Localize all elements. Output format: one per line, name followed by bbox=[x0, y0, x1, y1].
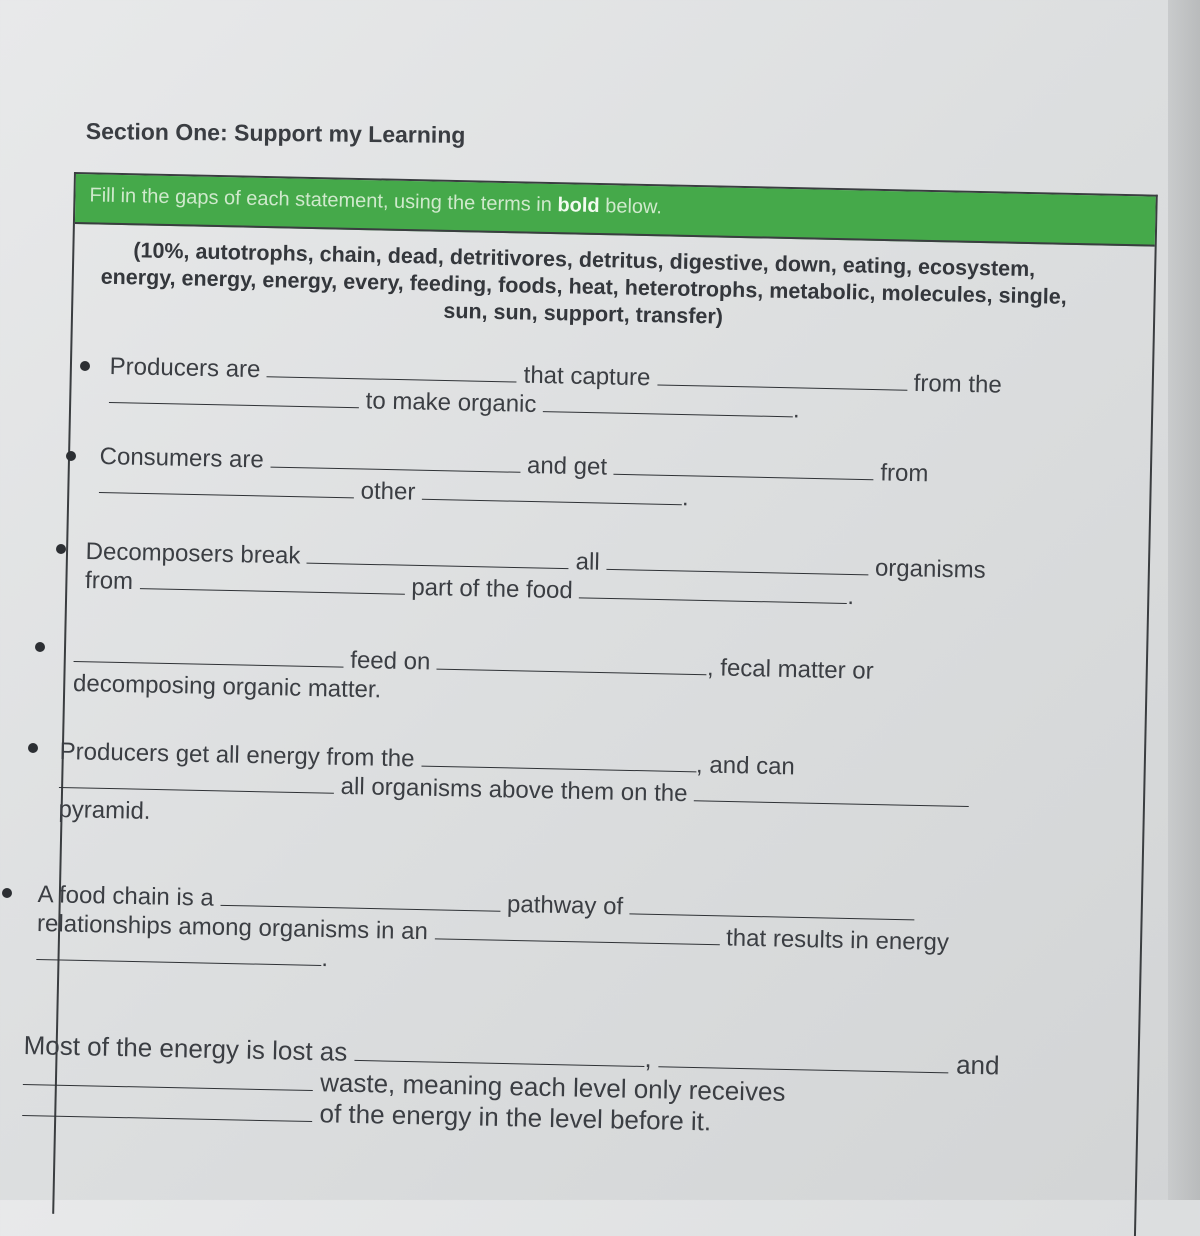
bullet bbox=[28, 743, 38, 753]
statement-text: , bbox=[644, 1043, 653, 1074]
statement-text: of the energy in the level before it. bbox=[319, 1098, 712, 1137]
bullet bbox=[35, 642, 45, 652]
statement-text: from the bbox=[913, 369, 1003, 399]
statement-text: A food chain is a bbox=[37, 880, 215, 912]
statement-text: other bbox=[360, 477, 416, 506]
statement-text: . bbox=[792, 396, 801, 424]
answer-blank[interactable] bbox=[659, 1065, 949, 1073]
statement-text: from bbox=[880, 459, 929, 488]
answer-blank[interactable] bbox=[543, 410, 793, 417]
answer-blank[interactable] bbox=[434, 937, 719, 945]
statement-text: Producers are bbox=[109, 352, 261, 384]
statement-text: Decomposers break bbox=[85, 537, 301, 570]
statement-text: , and can bbox=[695, 751, 796, 781]
bullet bbox=[56, 544, 66, 554]
answer-blank[interactable] bbox=[270, 466, 520, 473]
term-bank: (10%, autotrophs, chain, dead, detritivores, detritus, digestive, down, eating, ecosystem, energy, energy, energy, every, feeding, foods, heat, heterotrophs, metabolic, molecules, single, sun, sun, support, transfer) bbox=[100, 238, 1067, 329]
answer-blank[interactable] bbox=[437, 668, 707, 676]
paper-edge bbox=[1168, 0, 1200, 1200]
answer-blank[interactable] bbox=[579, 596, 847, 604]
statement-text: and get bbox=[526, 451, 608, 481]
statement-text: feed on bbox=[350, 646, 431, 676]
instructions-bold: bold bbox=[557, 194, 600, 218]
answer-blank[interactable] bbox=[140, 587, 405, 595]
answer-blank[interactable] bbox=[22, 1114, 312, 1122]
answer-blank[interactable] bbox=[614, 473, 874, 480]
answer-blank[interactable] bbox=[36, 958, 321, 966]
statement-text: . bbox=[321, 944, 329, 973]
statement-text: Most of the energy is lost as bbox=[23, 1030, 348, 1067]
statement-text: and bbox=[955, 1049, 1000, 1081]
section-title: Section One: Support my Learning bbox=[85, 118, 466, 148]
answer-blank[interactable] bbox=[220, 904, 500, 912]
statement-text: waste, meaning each level only receives bbox=[319, 1067, 786, 1107]
answer-blank[interactable] bbox=[307, 562, 569, 569]
answer-blank[interactable] bbox=[354, 1059, 644, 1067]
statement-text: all bbox=[575, 548, 600, 576]
answer-blank[interactable] bbox=[606, 568, 868, 575]
statement-text: that results in energy bbox=[725, 924, 950, 957]
statement-text: from bbox=[84, 566, 134, 595]
statement-text: to make organic bbox=[365, 387, 537, 418]
bullet bbox=[66, 451, 76, 461]
answer-blank[interactable] bbox=[74, 660, 344, 668]
statement-text: that capture bbox=[523, 361, 651, 392]
answer-blank[interactable] bbox=[99, 491, 354, 498]
statement-text: all organisms above them on the bbox=[340, 772, 688, 808]
bullet bbox=[80, 361, 90, 371]
instructions-text-end: below. bbox=[604, 195, 663, 219]
answer-blank[interactable] bbox=[109, 401, 359, 408]
statement-text: . bbox=[847, 582, 855, 611]
statement-text: Producers get all energy from the bbox=[59, 737, 415, 773]
answer-blank[interactable] bbox=[694, 799, 969, 807]
answer-blank[interactable] bbox=[23, 1083, 313, 1091]
instructions-banner bbox=[75, 174, 1156, 247]
answer-blank[interactable] bbox=[59, 786, 334, 794]
statement-text: decomposing organic matter. bbox=[72, 669, 382, 704]
instructions-text: Fill in the gaps of each statement, using the terms in bbox=[89, 184, 553, 217]
statement-text: part of the food bbox=[411, 573, 574, 605]
statement-text: Consumers are bbox=[99, 442, 265, 474]
statement-text: organisms bbox=[874, 554, 986, 584]
answer-blank[interactable] bbox=[422, 498, 682, 505]
bullet bbox=[2, 888, 12, 898]
answer-blank[interactable] bbox=[421, 765, 696, 773]
statement-text: . bbox=[681, 484, 689, 512]
statement-text: pathway of bbox=[506, 890, 624, 921]
answer-blank[interactable] bbox=[630, 912, 915, 920]
statement-text: fecal matter or bbox=[720, 654, 874, 685]
statement-text: relationships among organisms in an bbox=[36, 909, 429, 946]
statement-text: pyramid. bbox=[58, 795, 151, 825]
answer-blank[interactable] bbox=[267, 375, 517, 382]
statement-text: , bbox=[706, 654, 714, 682]
answer-blank[interactable] bbox=[657, 383, 907, 390]
